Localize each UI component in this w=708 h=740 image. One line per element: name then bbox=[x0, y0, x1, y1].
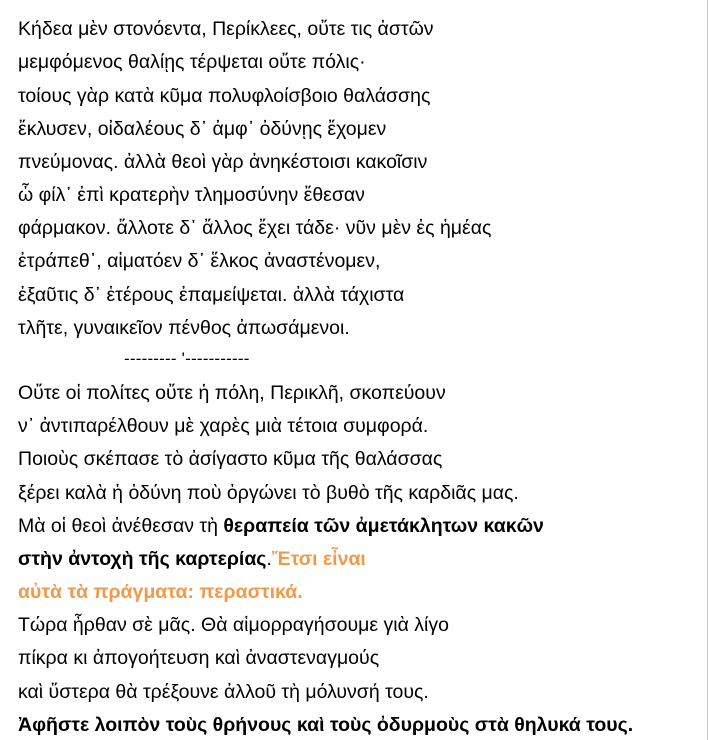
original-line-3: τοίους γὰρ κατὰ κῦμα πολυφλοίσβοιο θαλάσσης bbox=[18, 85, 431, 107]
original-line-5: πνεύμονας. ἀλλὰ θεοὶ γὰρ ἀνηκέστοισι κακοῖσιν bbox=[18, 151, 428, 173]
translation-line-9: πίκρα κι ἀπογοήτευση καὶ ἀναστεναγμούς bbox=[18, 647, 380, 669]
translation-line-3: Ποιοὺς σκέπασε τὸ ἀσίγαστο κῦμα τῆς θαλάσσας bbox=[18, 448, 443, 470]
translation-line-5-bold: θεραπεία τῶν ἀμετάκλητων κακῶν bbox=[223, 515, 544, 537]
translation-line-11: Ἀφῆστε λοιπὸν τοὺς θρήνους καὶ τοὺς ὀδυρμοὺς στὰ θηλυκά τους. bbox=[18, 714, 634, 736]
translation-line-10: καὶ ὕστερα θὰ τρέξουνε ἀλλοῦ τὴ μόλυνσή τους. bbox=[18, 681, 429, 703]
translation-line-6-dot: . bbox=[266, 548, 272, 570]
translation-line-7: αὐτὰ τὰ πράγματα: περαστικά. bbox=[18, 581, 303, 603]
translation-line-6-bold: στὴν ἀντοχὴ τῆς καρτερίας bbox=[18, 548, 267, 570]
translation-line-6 bbox=[18, 547, 366, 571]
translation-line-6-orange: Ἔτσι εἶναι bbox=[271, 548, 366, 570]
original-line-7: φάρμακον. ἄλλοτε δ᾽ ἄλλος ἔχει τάδε· νῦν μὲν ἐς ἡμέας bbox=[18, 217, 492, 239]
original-line-10: τλῆτε, γυναικεῖον πένθος ἀπωσάμενοι. bbox=[18, 317, 350, 339]
translation-line-4: ξέρει καλὰ ἡ ὀδύνη ποὺ ὀργώνει τὸ βυθὸ τῆς καρδιᾶς μας. bbox=[18, 482, 519, 504]
translation-line-5 bbox=[18, 514, 544, 538]
section-separator: --------- '----------- bbox=[124, 349, 250, 368]
original-line-1: Κήδεα μὲν στονόεντα, Περίκλεες, οὔτε τις ἀστῶν bbox=[18, 18, 434, 40]
original-line-9: ἐξαῦτις δ᾽ ἑτέρους ἐπαμείψεται. ἀλλὰ τάχιστα bbox=[18, 284, 405, 306]
translation-line-8: Τώρα ἦρθαν σὲ μᾶς. Θὰ αἱμορραγήσουμε γιὰ λίγο bbox=[18, 614, 449, 636]
original-line-4: ἔκλυσεν, οἰδαλέους δ᾽ ἀμφ᾽ ὀδύνῃς ἔχομεν bbox=[18, 118, 387, 140]
translation-line-1: Οὔτε οἱ πολίτες οὔτε ἡ πόλη, Περικλῆ, σκοπεύουν bbox=[18, 382, 446, 404]
translation-line-5-plain: Μὰ οἱ θεοὶ ἀνέθεσαν τὴ bbox=[18, 515, 224, 537]
original-line-8: ἐτράπεθ᾽, αἱματόεν δ᾽ ἕλκος ἀναστένομεν, bbox=[18, 250, 381, 272]
translation-line-2: ν᾽ ἀντιπαρέλθουν μὲ χαρὲς μιὰ τέτοια συμφορά. bbox=[18, 415, 429, 437]
original-line-2: μεμφόμενος θαλίῃς τέρψεται οὔτε πόλις· bbox=[18, 51, 366, 73]
original-line-6: ὦ φίλ᾽ ἐπὶ κρατερὴν τλημοσύνην ἔθεσαν bbox=[18, 184, 365, 206]
